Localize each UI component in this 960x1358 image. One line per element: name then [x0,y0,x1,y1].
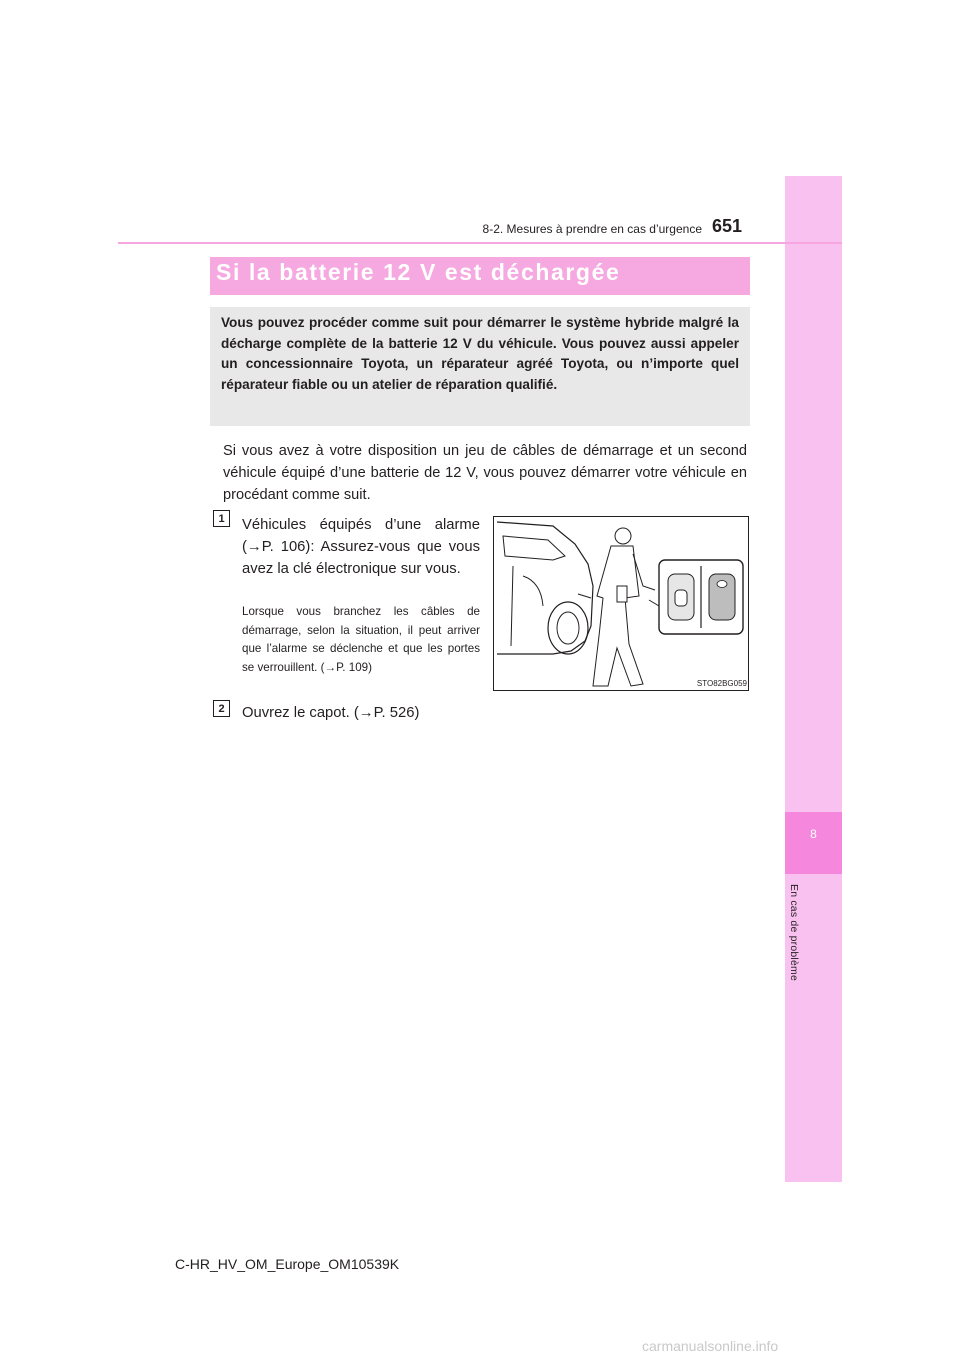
chapter-number-block [785,812,842,874]
page-title: Si la batterie 12 V est déchargée [216,259,621,285]
header-section-title: 8-2. Mesures à prendre en cas d’urgence [482,222,702,236]
step-1-text: Véhicules équipés d’une alarme (→P. 106): Assurez-vous que vous avez la clé électronique sur vous. [242,517,480,577]
document-id: C-HR_HV_OM_Europe_OM10539K [175,1256,400,1272]
step-number-1: 1 [213,510,230,527]
watermark: carmanualsonline.info [642,1338,779,1354]
chapter-side-tab [785,176,842,1182]
chapter-number: 8 [810,827,817,841]
step-2-text: Ouvrez le capot. (→P. 526) [242,705,420,721]
step-number-2: 2 [213,700,230,717]
chapter-title: En cas de problème [788,884,800,981]
body-paragraph: Si vous avez à votre disposition un jeu de câbles de démarrage et un second véhicule équipé d’une batterie de 12 V, vous pouvez démarrer votre véhicule en procédant comme suit. [223,443,747,503]
header-divider [118,242,842,244]
key-illustration [493,516,749,691]
intro-text: Vous pouvez procéder comme suit pour démarrer le système hybride malgré la décharge complète de la batterie 12 V du véhicule. Vous pouvez aussi appeler un concessionnaire Toyota, un réparateur agréé Toyota, ou n’importe quel réparateur fiable ou un atelier de réparation qualifié. [221,315,739,392]
svg-text:STO82BG059: STO82BG059 [696,679,747,688]
person-with-electronic-key-illustration [493,516,749,691]
page-number: 651 [712,216,743,236]
step-1-note: Lorsque vous branchez les câbles de démarrage, selon la situation, il peut arriver que l’alarme se déclenche et que les portes se verrouillent. (→P. 109) [242,605,480,674]
